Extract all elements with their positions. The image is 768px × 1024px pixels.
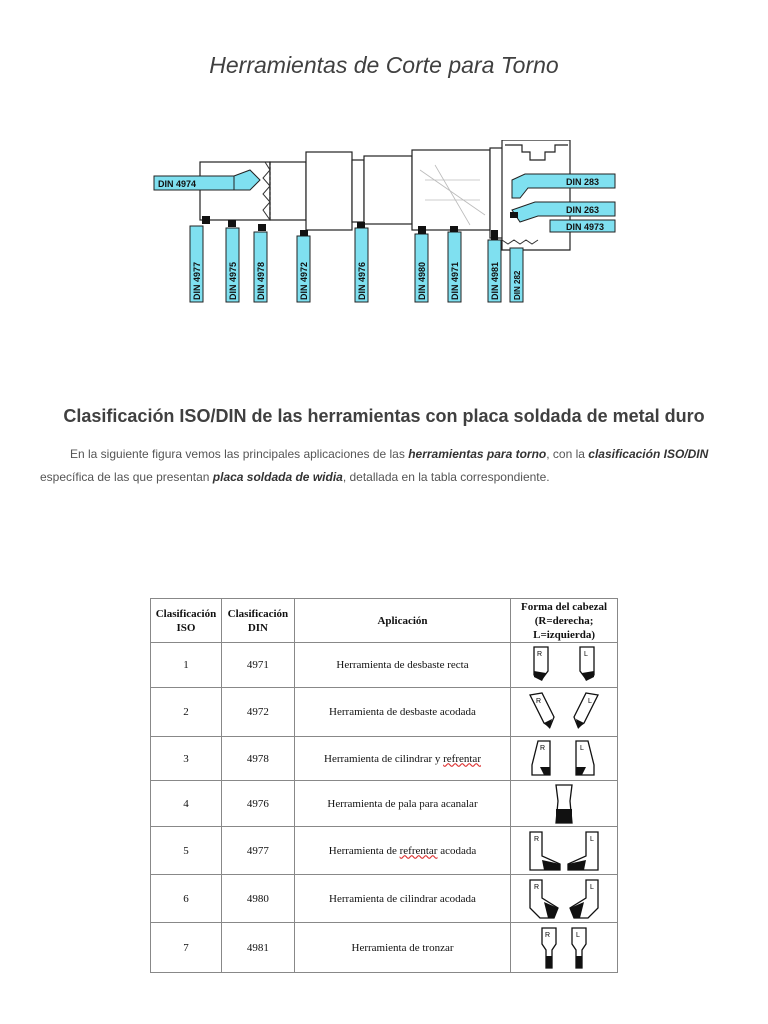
intro-paragraph: En la siguiente figura vemos las principales aplicaciones de las herramientas para torno, con la clasificación ISO/DIN específica de las que presentan placa soldada de widia, detallada en la tabla correspondiente. [40,447,709,484]
svg-text:L: L [584,651,588,658]
table-row: 3 4978 Herramienta de cilindrar y refrentar R L [151,737,618,781]
label-din-282: DIN 282 [513,270,522,300]
header-forma: Forma del cabezal (R=derecha; L=izquierda) [511,599,618,643]
label-din-4971: DIN 4971 [450,261,460,300]
svg-text:L: L [580,744,584,752]
section-heading: Clasificación ISO/DIN de las herramientas con placa soldada de metal duro [63,406,705,426]
header-aplicacion: Aplicación [294,599,510,643]
svg-text:R: R [545,931,551,939]
lathe-tools-diagram [150,140,620,315]
svg-text:R: R [534,883,540,891]
emphasis-clasificacion: clasificación ISO/DIN [588,447,709,461]
tool-shape-icon [511,781,618,827]
label-din-4974: DIN 4974 [158,179,197,189]
tool-shape-icon [511,923,618,973]
label-din-4975: DIN 4975 [228,261,238,300]
emphasis-herramientas: herramientas para torno [408,447,547,461]
svg-text:L: L [588,698,592,705]
header-din: Clasificación DIN [221,599,294,643]
svg-text:R: R [534,835,540,843]
iso-din-table [150,598,618,973]
svg-text:R: R [536,698,542,705]
tool-shape-icon [511,827,618,875]
svg-text:L: L [576,931,580,939]
table-row: 5 4977 Herramienta de refrentar acodada R L [151,827,618,875]
svg-text:R: R [540,744,546,752]
header-iso: Clasificación ISO [151,599,222,643]
svg-text:L: L [590,883,594,891]
table-row: 6 4980 Herramienta de cilindrar acodada R L [151,875,618,923]
label-din-4977: DIN 4977 [192,261,202,300]
page-title: Herramientas de Corte para Torno [209,52,559,78]
label-din-4980: DIN 4980 [417,261,427,300]
label-din-4976: DIN 4976 [357,261,367,300]
emphasis-placa: placa soldada de widia [212,470,343,484]
svg-text:L: L [590,835,594,843]
label-din-4973: DIN 4973 [566,222,605,232]
label-din-283: DIN 283 [566,177,600,187]
tool-shape-icon [511,737,618,781]
table-row: 4 4976 Herramienta de pala para acanalar [151,781,618,827]
label-din-4978: DIN 4978 [256,261,266,300]
table-row: 1 4971 Herramienta de desbaste recta R L [151,643,618,688]
tool-shape-icon [511,688,618,737]
table-row: 7 4981 Herramienta de tronzar R L [151,923,618,973]
svg-text:R: R [537,651,543,658]
table-header-row [151,599,618,643]
tool-shape-icon [511,875,618,923]
table-row: 2 4972 Herramienta de desbaste acodada R L [151,688,618,737]
tool-shape-icon [511,643,618,688]
label-din-4981: DIN 4981 [490,261,500,300]
label-din-4972: DIN 4972 [299,261,309,300]
label-din-263: DIN 263 [566,205,600,215]
